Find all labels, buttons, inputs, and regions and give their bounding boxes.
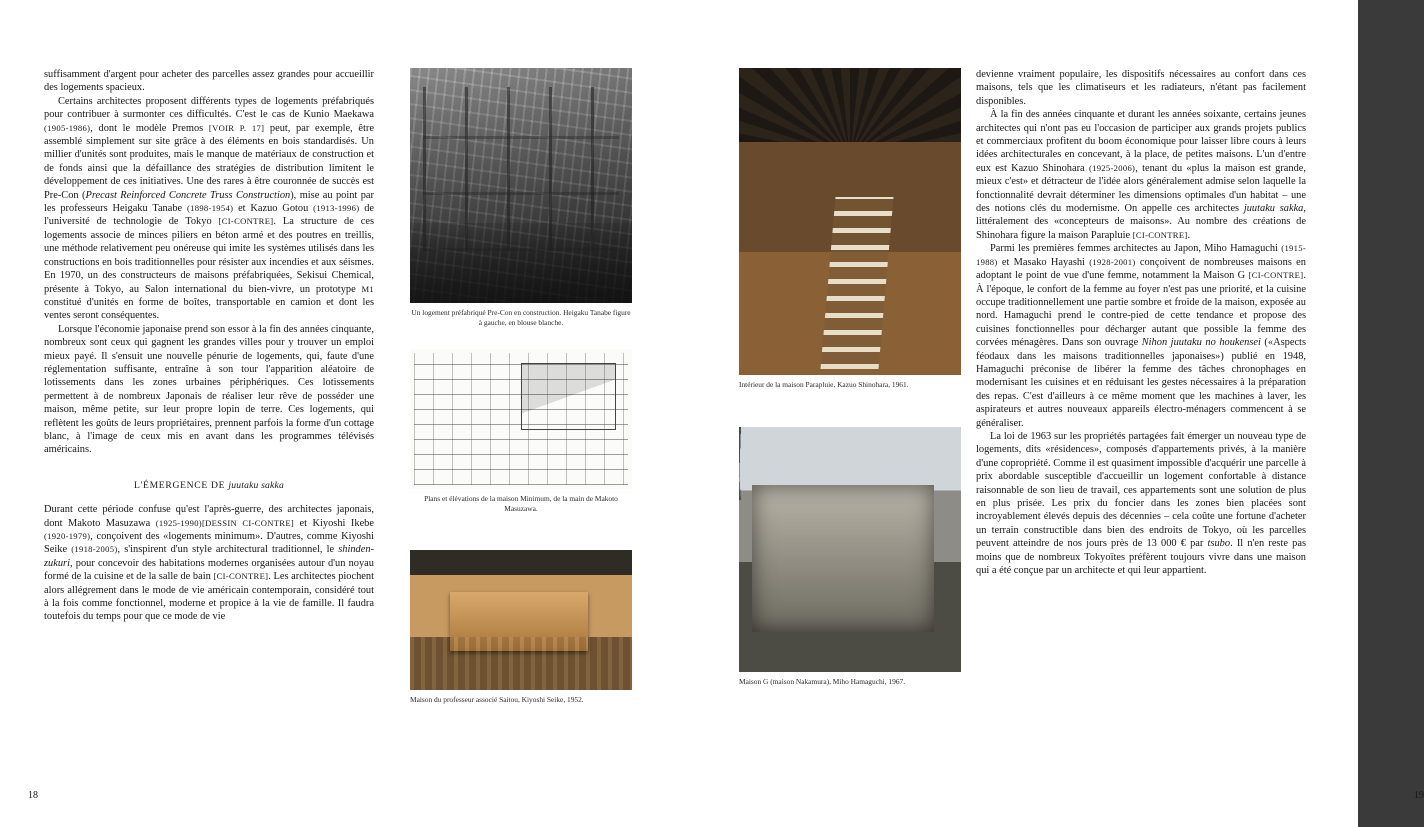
- left-page-text-column: [44, 68, 374, 624]
- paragraph: devienne vraiment populaire, les dispositifs nécessaires au confort dans ces maisons, tels que les climatiseurs et les radiateurs, n'étant pas facilement disponibles.: [976, 69, 1306, 107]
- right-page-text-column: [976, 68, 1306, 577]
- saitou-house-interior: [410, 550, 632, 690]
- cross-reference: [CI-CONTRE]: [1132, 229, 1188, 240]
- paragraph: Certains architectes proposent différents types de logements préfabriqués pour contribuer à surmonter ces difficultés. C'est le cas de Kunio Maekawa (1905-1986), dont le modèle Premos [VOIR P. 17] peut, par exemple, être assemblé simplement sur site grâce à des éléments en bois standardisés. Un millier d'unités sont produites, mais le manque de matériaux de construction et de fonds ainsi que la défaillance des stratégies de distribution limitent le développement de ces initiatives. Une des rares à être couronnée de succès est Pre-Con (Precast Reinforced Concrete Truss Construction), mise au point par les professeurs Heigaku Tanabe (1898-1954) et Kazuo Gotou (1913-1996) de l'université de technologie de Tokyo [CI-CONTRE]. La structure de ces logements associe de minces piliers en béton armé et des poutres en treillis, une méthode relativement peu onéreuse qui imite les systèmes utilisés dans les constructions en bois traditionnelles pour résister aux incendies et aux séismes. En 1970, un des constructeurs de maisons préfabriquées, Sekisui Chemical, présente à Tokyo, au Salon international du bien-vivre, un prototype M1 constitué d'unités en forme de boîtes, transportable en camion et dont les ventes seront conséquentes.: [44, 95, 374, 322]
- figure-caption: Plans et élévations de la maison Minimum, de la main de Makoto Masuzawa.: [424, 494, 618, 513]
- life-dates: (1925-2006): [1088, 162, 1136, 173]
- figure-pre-con-construction: [410, 68, 632, 327]
- italic-term: juutaku sakka: [1243, 203, 1304, 215]
- page-right: [679, 0, 1424, 827]
- section-heading-text: L'ÉMERGENCE DE: [134, 479, 229, 491]
- figure-caption: Maison G (maison Nakamura), Miho Hamaguchi, 1967.: [739, 676, 906, 686]
- paragraph: Parmi les premières femmes architectes au Japon, Miho Hamaguchi (1915-1988) et Masako Hayashi (1928-2001) conçoivent de nombreuses maisons en adoptant le point de vue d'une femme, notamment la Maison G [CI-CONTRE]. À l'époque, le confort de la femme au foyer n'est pas une priorité, et la cuisine occupe traditionnellement une partie sombre et froide de la maison, exposée au nord. Hamaguchi prend le contre-pied de cette tendance et propose des cuisines fonctionnelles pour décharger autant que possible la femme des corvées ménagères. Dans son ouvrage Nihon juutaku no houkensei («Aspects féodaux dans les maisons traditionnelles japonaises») publié en 1948, Hamaguchi préconise de libérer la femme des tâches chronophages en modernisant les cuisines et en réduisant les gestes nécessaires à la préparation des repas. C'est d'ailleurs à ce même moment que les machines à laver, les aspirateurs et autres nouveaux appareils électro-ménagers commencent à se généraliser.: [976, 243, 1306, 429]
- paragraph: Durant cette période confuse qu'est l'après-guerre, des architectes japonais, dont Makoto Masuzawa (1925-1990)[DESSIN CI-CONTRE] et Kiyoshi Ikebe (1920-1979), conçoivent des «logements minimum». D'autres, comme Kiyoshi Seike (1918-2005), s'inspirent d'un style architectural traditionnel, le shinden-zukuri, pour concevoir des habitations modernes organisées autour d'un noyau formé de la cuisine et de la salle de bain [CI-CONTRE]. Les architectes piochent alors allégrement dans le mode de vie américain contemporain, considéré tout à la fois comme fonctionnel, moderne et propice à la vie de famille. Il faudra toutefois du temps pour que ce mode de vie: [44, 504, 375, 623]
- parapluie-house-interior: [739, 68, 961, 375]
- paragraph-text: suffisamment d'argent pour acheter des parcelles assez grandes pour accueillir des logements spacieux.: [44, 69, 374, 94]
- italic-term: tsubo: [1207, 538, 1231, 550]
- left-page-figure-column: [410, 68, 632, 705]
- figure-parapluie-house: [739, 68, 961, 390]
- life-dates: (1918-2005): [71, 544, 118, 555]
- page-left: [0, 0, 679, 827]
- life-dates: (1915-1988): [976, 243, 1306, 267]
- section-heading-italic: juutaku sakka: [228, 479, 284, 491]
- figure-caption: Un logement préfabriqué Pre-Con en construction. Heigaku Tanabe figure à gauche, en blouse blanche.: [411, 308, 631, 327]
- paragraph: Lorsque l'économie japonaise prend son essor à la fin des années cinquante, nombreux sont ceux qui gagnent les grandes villes pour y trouver un emploi mieux payé. Il s'ensuit une nouvelle pénurie de logements, qui, faute d'une réglementation suffisante, entraîne à son tour l'apparition aléatoire de lotissements dans les zones urbaines périphériques. Ces lotissements permettent à de nombreux Japonais de réaliser leur rêve de posséder une maison, même petite, sur leur propre lopin de terre. Ces logements, qui reflètent les goûts de leurs propriétaires, prennent parfois la forme d'un cottage blanc, à l'image de ceux mis en avant dans les programmes télévisés américains.: [44, 323, 374, 456]
- page-number-right: 19: [1414, 790, 1424, 801]
- italic-term: shinden-zukuri: [44, 544, 375, 569]
- cross-reference: [CI-CONTRE]: [218, 216, 274, 227]
- figure-saitou-house: [410, 550, 632, 705]
- figure-maison-g: [739, 427, 961, 687]
- italic-title: Nihon juutaku no houkensei: [1141, 337, 1261, 349]
- life-dates: (1898-1954): [186, 203, 234, 214]
- section-heading: [44, 479, 374, 492]
- life-dates: (1928-2001): [1089, 256, 1136, 267]
- maison-g-exterior: [739, 427, 961, 672]
- figure-minimum-house-plans: [410, 349, 632, 513]
- paragraph: À la fin des années cinquante et durant les années soixante, certains jeunes architectes qui n'ont pas eu l'occasion de participer aux grands projets publics et commerciaux profitent du boom économique pour laisser libre cours à leurs idées architecturales en concevant, à la place, de petites maisons. L'un d'entre eux est Kazuo Shinohara (1925-2006), tenant du «plus la maison est grande, mieux c'est» et détracteur de l'idée alors généralement admise selon laquelle la fonctionnalité devrait déterminer les dimensions optimales d'un habitat – une des notions clés du modernisme. On appelle ces architectes juutaku sakka, littéralement des «concepteurs de maisons». Au nombre des créations de Shinohara figure la maison Parapluie [CI-CONTRE].: [976, 109, 1306, 241]
- pre-con-construction-photo: [410, 68, 632, 303]
- life-dates: (1905-1986): [44, 122, 91, 133]
- right-page-figure-column: [739, 68, 961, 686]
- cross-reference: [CI-CONTRE]: [1248, 270, 1304, 281]
- page-number-left: 18: [28, 790, 38, 801]
- cross-reference: [DESSIN CI-CONTRE]: [201, 517, 295, 528]
- life-dates: (1925-1990): [155, 517, 202, 528]
- minimum-house-plans: [410, 349, 632, 489]
- paragraph: [44, 68, 374, 95]
- figure-caption: Maison du professeur associé Saitou, Kiyoshi Seike, 1952.: [410, 695, 584, 705]
- cross-reference: [VOIR P. 17]: [208, 122, 265, 133]
- paragraph: La loi de 1963 sur les propriétés partagées fait émerger un nouveau type de logements, dits «résidences», composés d'appartements privés, à la manière d'une copropriété. Comme il est quasiment impossible d'acquérir une parcelle à prix abordable susceptible d'accueillir un logement confortable à distance raisonnable de son lieu de travail, ces appartements sont une solution de plus en plus prisée. Les prix du foncier dans les zones bien placées sont incroyablement élevés depuis des décennies – cela coûte une fortune d'acheter un terrain constructible dans bien des endroits de Tokyo, où les parcelles peuvent atteindre de nos jours près de 13 000 € par tsubo. Il n'en reste pas moins que de nombreux Tokyoïtes préfèrent toujours vivre dans une maison qui a été conçue par un architecte et qui leur appartient.: [976, 430, 1306, 577]
- model-name: M1: [361, 283, 374, 294]
- cross-reference: [CI-CONTRE]: [213, 571, 269, 582]
- life-dates: (1920-1979): [44, 531, 91, 541]
- figure-caption: Intérieur de la maison Parapluie, Kazuo Shinohara, 1961.: [739, 380, 909, 389]
- italic-title: Precast Reinforced Concrete Truss Construction: [85, 189, 291, 201]
- life-dates: (1913-1996): [313, 203, 360, 214]
